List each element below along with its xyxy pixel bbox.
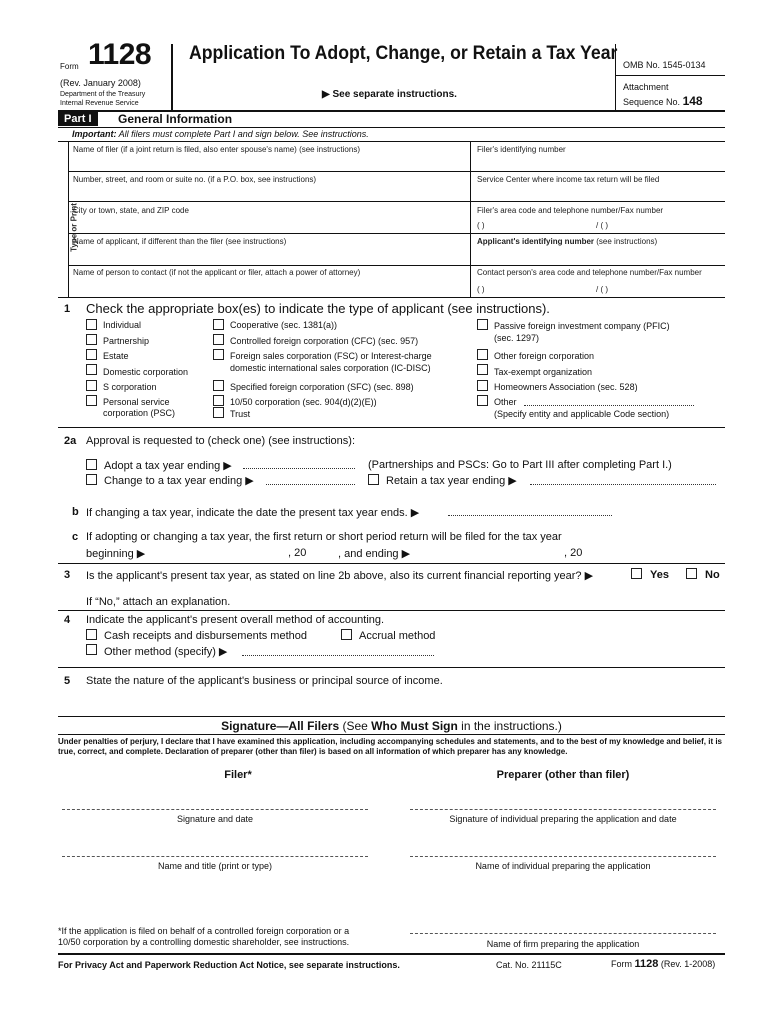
applicant-type-label: Other xyxy=(494,397,517,407)
change-label: Change to a tax year ending ▶ xyxy=(104,475,254,487)
service-center-field[interactable]: Service Center where income tax return will be filed xyxy=(477,175,660,184)
line-4-text: Indicate the applicant's present overall method of accounting. xyxy=(86,614,385,626)
part-badge: Part I xyxy=(58,112,98,126)
preparer-signature-label: Signature of individual preparing the application and date xyxy=(449,814,677,824)
omb-number: OMB No. 1545-0134 xyxy=(623,60,706,70)
signature-title-rest: in the instructions.) xyxy=(461,719,562,733)
applicant-type-label: 10/50 corporation (sec. 904(d)(2)(E)) xyxy=(230,397,377,407)
name-title-label: Name and title (print or type) xyxy=(157,861,273,871)
contact-fax-area[interactable]: / ( ) xyxy=(596,285,608,294)
applicant-type-label: corporation (PSC) xyxy=(103,408,176,418)
applicant-type-label: (sec. 1297) xyxy=(494,333,540,343)
applicant-type-label: domestic international sales corporation (IC-DISC) xyxy=(230,363,431,373)
city-field[interactable]: City or town, state, and ZIP code xyxy=(73,206,189,215)
beginning-label: beginning ▶ xyxy=(86,548,146,560)
change-checkbox[interactable] xyxy=(86,474,97,485)
fsc-checkbox[interactable] xyxy=(213,349,224,360)
pfic-checkbox[interactable] xyxy=(477,319,488,330)
footer-form-label: Form xyxy=(611,959,632,969)
sequence-number xyxy=(623,94,703,108)
applicant-type-label: Passive foreign investment company (PFIC) xyxy=(494,321,670,331)
footer-form-id xyxy=(611,958,715,970)
other-method-checkbox[interactable] xyxy=(86,644,97,655)
applicant-id-field[interactable] xyxy=(477,237,657,246)
filer-fax-area[interactable]: / ( ) xyxy=(596,221,608,230)
applicant-type-label: Cooperative (sec. 1381(a)) xyxy=(230,320,338,330)
type-or-print-label: Type or Print xyxy=(69,203,79,252)
footer-revision: (Rev. 1-2008) xyxy=(660,959,716,969)
important-text: All filers must complete Part I and sign below. See instructions. xyxy=(118,129,369,139)
retain-date-input[interactable] xyxy=(530,484,716,485)
other-entity-checkbox[interactable] xyxy=(477,395,488,406)
line-3-number: 3 xyxy=(64,569,71,581)
who-must-sign: Who Must Sign xyxy=(371,719,458,733)
applicant-type-label: Partnership xyxy=(103,336,150,346)
cooperative-checkbox[interactable] xyxy=(213,319,224,330)
attachment-label: Attachment xyxy=(623,82,669,92)
applicant-type-label: S corporation xyxy=(103,382,157,392)
individual-checkbox[interactable] xyxy=(86,319,97,330)
line-3-text: Is the applicant's present tax year, as stated on line 2b above, also its current financial reporting year? ▶ xyxy=(86,570,594,582)
filer-id-field[interactable]: Filer's identifying number xyxy=(477,145,566,154)
filer-phone-area[interactable]: ( ) xyxy=(477,221,485,230)
department: Department of the Treasury xyxy=(60,91,146,98)
agency: Internal Revenue Service xyxy=(60,100,139,107)
applicant-type-label: Other foreign corporation xyxy=(494,351,595,361)
important-label: Important: xyxy=(72,129,117,139)
line-2a-number: 2a xyxy=(64,435,77,447)
applicant-type-label: Trust xyxy=(230,409,251,419)
contact-name-field[interactable]: Name of person to contact (if not the applicant or filer, attach a power of attorney) xyxy=(73,268,361,277)
form-title: Application To Adopt, Change, or Retain a Tax Year xyxy=(189,43,618,64)
line-1-text: Check the appropriate box(es) to indicate the type of applicant (see instructions). xyxy=(86,301,550,316)
contact-phone-area[interactable]: ( ) xyxy=(477,285,485,294)
filer-name-line[interactable] xyxy=(62,856,368,857)
privacy-notice: For Privacy Act and Paperwork Reduction Act Notice, see separate instructions. xyxy=(58,960,400,970)
revision-date: (Rev. January 2008) xyxy=(60,78,141,88)
applicant-id-label: Applicant's identifying number xyxy=(477,237,595,246)
firm-name-label: Name of firm preparing the application xyxy=(486,939,640,949)
accrual-method-label: Accrual method xyxy=(359,630,436,642)
filer-signature-line[interactable] xyxy=(62,809,368,810)
filer-phone-field[interactable]: Filer's area code and telephone number/Fax number xyxy=(477,206,664,215)
applicant-name-field[interactable]: Name of applicant, if different than the filer (see instructions) xyxy=(73,237,287,246)
accrual-method-checkbox[interactable] xyxy=(341,629,352,640)
line-3-yes-label: Yes xyxy=(650,569,669,581)
domestic-corporation-checkbox[interactable] xyxy=(86,364,97,375)
cash-method-checkbox[interactable] xyxy=(86,629,97,640)
preparer-name-line[interactable] xyxy=(410,856,716,857)
penalty-declaration: Under penalties of perjury, I declare that I have examined this application, including accompanying schedules and statements, and to the best of my knowledge and belief, it is true, correct, and complete. Declaration of preparer (other than filer) is based on all information of which preparer has any knowledge. xyxy=(58,737,722,756)
partnership-checkbox[interactable] xyxy=(86,334,97,345)
present-year-end-input[interactable] xyxy=(448,515,612,516)
change-date-input[interactable] xyxy=(266,484,355,485)
psc-checkbox[interactable] xyxy=(86,395,97,406)
comma-20-a: , 20 xyxy=(288,547,307,559)
preparer-signature-line[interactable] xyxy=(410,809,716,810)
applicant-type-label: Domestic corporation xyxy=(103,367,189,377)
other-method-input[interactable] xyxy=(242,655,434,656)
line-2c-text: If adopting or changing a tax year, the first return or short period return will be filed for the tax year xyxy=(86,531,562,543)
preparer-heading: Preparer (other than filer) xyxy=(496,769,630,781)
line-3-no-label: No xyxy=(705,569,720,581)
street-field[interactable]: Number, street, and room or suite no. (if a P.O. box, see instructions) xyxy=(73,175,317,184)
cfc-footnote: *If the application is filed on behalf of a controlled foreign corporation or a 10/50 corporation by a controlling domestic shareholder, see instructions. xyxy=(58,926,350,947)
s-corporation-checkbox[interactable] xyxy=(86,380,97,391)
preparer-name-label: Name of individual preparing the application xyxy=(475,861,651,871)
trust-checkbox[interactable] xyxy=(213,407,224,418)
partnership-note: (Partnerships and PSCs: Go to Part III after completing Part I.) xyxy=(368,459,672,471)
see-instructions: ▶ See separate instructions. xyxy=(322,89,457,100)
applicant-type-label: Specified foreign corporation (SFC) (sec. 898) xyxy=(230,382,414,392)
form-label: Form xyxy=(60,62,79,71)
other-method-label: Other method (specify) ▶ xyxy=(104,646,228,658)
line-5-text: State the nature of the applicant's business or principal source of income. xyxy=(86,675,443,687)
contact-phone-field[interactable]: Contact person's area code and telephone number/Fax number xyxy=(477,268,702,277)
if-no-note: If “No,” attach an explanation. xyxy=(86,596,231,608)
signature-title: Signature—All Filers xyxy=(221,719,340,733)
filer-name-field[interactable]: Name of filer (if a joint return is filed, also enter spouse's name) (see instructions) xyxy=(73,145,360,154)
applicant-type-label: Foreign sales corporation (FSC) or Interest-charge xyxy=(230,351,432,361)
cash-method-label: Cash receipts and disbursements method xyxy=(104,630,307,642)
sequence-label: Sequence No. xyxy=(623,97,681,107)
applicant-type-label: Individual xyxy=(103,320,142,330)
line-3-yes-checkbox[interactable] xyxy=(631,568,642,579)
sequence-value: 148 xyxy=(682,94,703,108)
line-2b-text: If changing a tax year, indicate the date the present tax year ends. ▶ xyxy=(86,507,420,519)
other-entity-input-line[interactable] xyxy=(524,405,694,406)
cfc-checkbox[interactable] xyxy=(213,334,224,345)
applicant-id-note: (see instructions) xyxy=(596,237,658,246)
adopt-date-input[interactable] xyxy=(243,468,355,469)
applicant-type-label: Homeowners Association (sec. 528) xyxy=(494,382,638,392)
applicant-type-label: Tax-exempt organization xyxy=(494,367,593,377)
sfc-checkbox[interactable] xyxy=(213,380,224,391)
part-title: General Information xyxy=(118,112,233,126)
estate-checkbox[interactable] xyxy=(86,349,97,360)
applicant-type-label: Personal service xyxy=(103,397,170,407)
applicant-type-label: (Specify entity and applicable Code section) xyxy=(494,409,670,419)
retain-checkbox[interactable] xyxy=(368,474,379,485)
footer-form-number: 1128 xyxy=(634,958,659,970)
firm-name-line[interactable] xyxy=(410,933,716,934)
line-4-number: 4 xyxy=(64,614,71,626)
line-2b-number: b xyxy=(72,506,79,518)
form-number: 1128 xyxy=(88,38,152,71)
line-2a-text: Approval is requested to (check one) (see instructions): xyxy=(86,435,356,447)
line-2c-number: c xyxy=(72,531,79,543)
catalog-number: Cat. No. 21115C xyxy=(496,960,562,970)
line-1-number: 1 xyxy=(64,303,71,315)
and-ending-label: , and ending ▶ xyxy=(338,548,411,560)
signature-date-label: Signature and date xyxy=(176,814,254,824)
applicant-type-label: Controlled foreign corporation (CFC) (sec. 957) xyxy=(230,336,419,346)
other-foreign-corp-checkbox[interactable] xyxy=(477,349,488,360)
adopt-checkbox[interactable] xyxy=(86,459,97,470)
tax-exempt-checkbox[interactable] xyxy=(477,364,488,375)
filer-heading: Filer* xyxy=(224,769,252,781)
applicant-type-label: Estate xyxy=(103,351,129,361)
ten-fifty-corp-checkbox[interactable] xyxy=(213,395,224,406)
comma-20-b: , 20 xyxy=(564,547,583,559)
line-5-number: 5 xyxy=(64,675,71,687)
signature-heading xyxy=(58,719,725,733)
line-3-no-checkbox[interactable] xyxy=(686,568,697,579)
retain-label: Retain a tax year ending ▶ xyxy=(386,475,517,487)
adopt-label: Adopt a tax year ending ▶ xyxy=(104,460,232,472)
homeowners-association-checkbox[interactable] xyxy=(477,380,488,391)
signature-title-see: (See xyxy=(342,719,368,733)
